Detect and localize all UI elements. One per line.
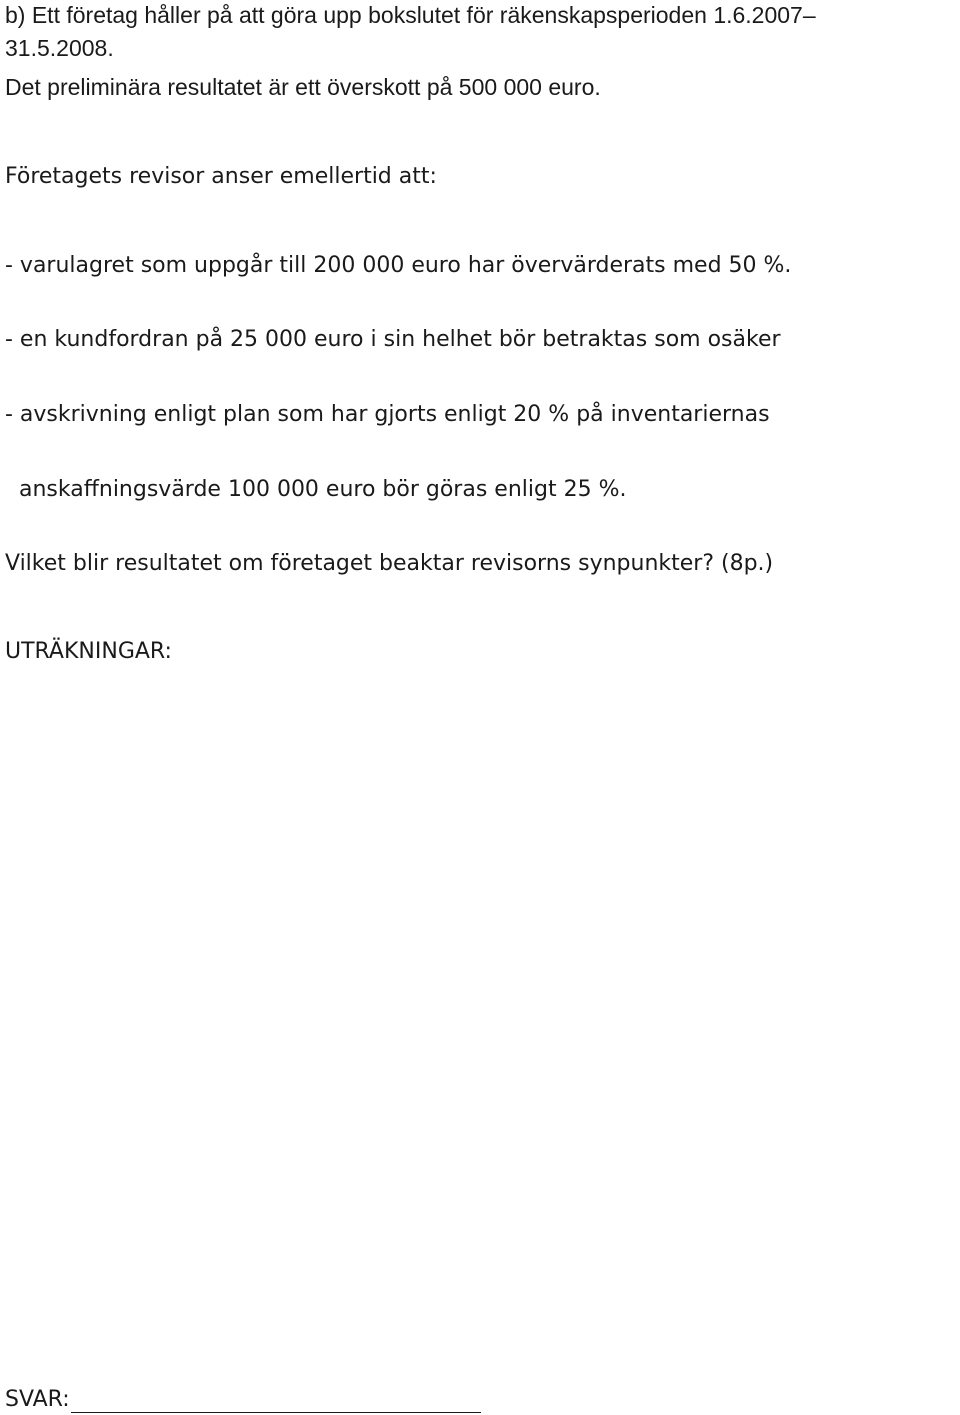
question-line-2: 31.5.2008.	[5, 35, 114, 61]
answer-label: SVAR:	[5, 1387, 70, 1412]
auditor-point-inventory: - varulagret som uppgår till 200 000 euro har övervärderats med 50 %.	[5, 253, 792, 278]
auditor-point-depreciation-cont: anskaffningsvärde 100 000 euro bör göras enligt 25 %.	[19, 477, 627, 502]
question-line-3: Det preliminära resultatet är ett överskott på 500 000 euro.	[5, 74, 601, 100]
auditor-point-receivable: - en kundfordran på 25 000 euro i sin helhet bör betraktas som osäker	[5, 327, 781, 352]
question-line-1: b) Ett företag håller på att göra upp bokslutet för räkenskapsperioden 1.6.2007–	[5, 2, 816, 28]
answer-row	[5, 1387, 481, 1413]
answer-field[interactable]	[71, 1388, 481, 1413]
auditor-intro: Företagets revisor anser emellertid att:	[5, 164, 437, 189]
auditor-point-depreciation: - avskrivning enligt plan som har gjorts enligt 20 % på inventariernas	[5, 402, 770, 427]
calculations-label: UTRÄKNINGAR:	[5, 639, 172, 664]
question-prompt: Vilket blir resultatet om företaget beaktar revisorns synpunkter? (8p.)	[5, 551, 774, 576]
